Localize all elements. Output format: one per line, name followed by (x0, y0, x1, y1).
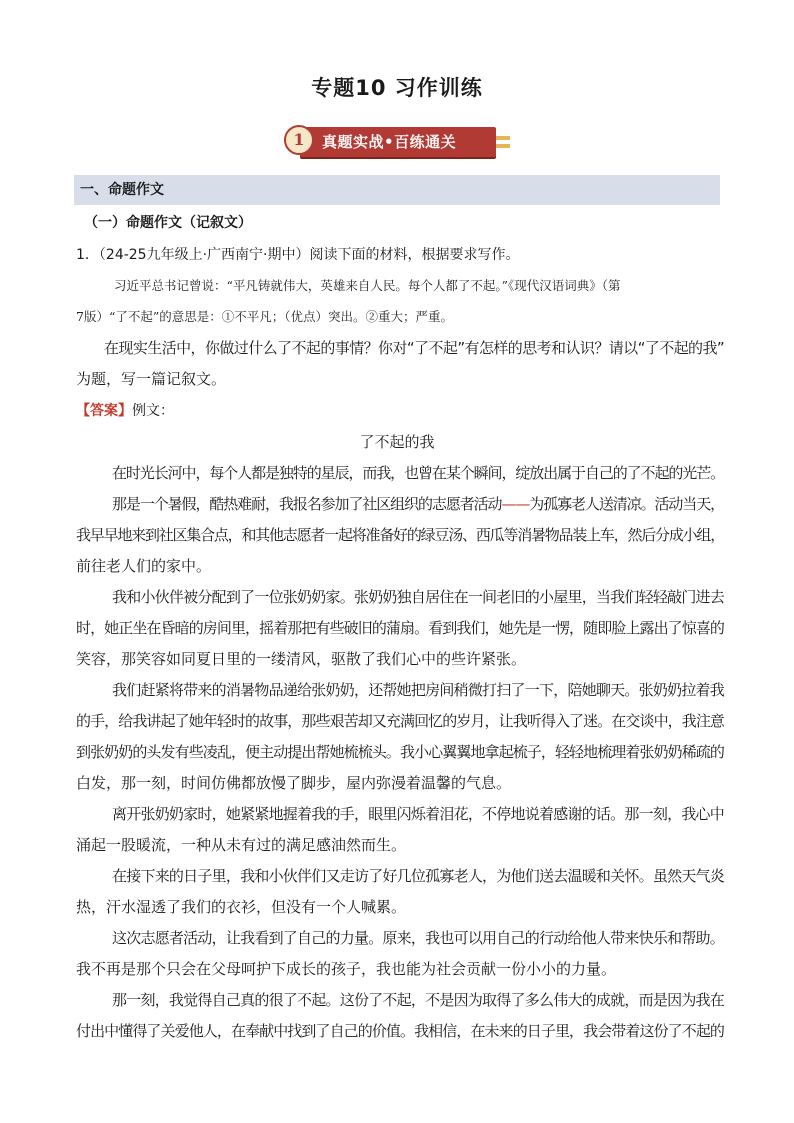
essay-line: 这次志愿者活动，让我看到了自己的力量。原来，我也可以用自己的行动给他人带来快乐和帮助。 (112, 929, 725, 947)
essay-line: 时，她正坐在昏暗的房间里，摇着那把有些破旧的蒲扇。看到我们，她先是一愣，随即脸上露出了惊喜的 (76, 619, 725, 637)
essay-line: 到张奶奶的头发有些凌乱，便主动提出帮她梳梳头。我小心翼翼地拿起梳子，轻轻地梳理着张奶奶稀疏的 (76, 743, 725, 761)
essay-line: 的手，给我讲起了她年轻时的故事，那些艰苦却又充满回忆的岁月，让我听得入了迷。在交谈中，我注意 (76, 712, 725, 730)
subsection-heading: （一）命题作文（记叙文） (84, 215, 252, 231)
essay-line: 我和小伙伴被分配到了一位张奶奶家。张奶奶独自居住在一间老旧的小屋里，当我们轻轻敲门进去 (112, 588, 725, 606)
essay-line: 我早早地来到社区集合点，和其他志愿者一起将准备好的绿豆汤、西瓜等消暑物品装上车，然后分成小组， (76, 526, 724, 544)
essay-line: 白发，那一刻，时间仿佛都放慢了脚步，屋内弥漫着温馨的气息。 (76, 774, 512, 792)
essay-line (112, 493, 724, 514)
essay-line: 涌起一股暖流，一种从未有过的满足感油然而生。 (76, 836, 407, 854)
prompt-line: 为题，写一篇记叙文。 (76, 370, 227, 388)
answer-tag: 【答案】 (76, 403, 132, 419)
answer-label (76, 400, 174, 420)
essay-line: 在时光长河中，每个人都是独特的星辰，而我，也曾在某个瞬间，绽放出属于自己的了不起的光芒。 (112, 464, 725, 482)
essay-line: 热，汗水湿透了我们的衣衫，但没有一个人喊累。 (76, 898, 407, 916)
section-heading: 一、命题作文 (74, 175, 720, 205)
material-line: 7版）“了不起”的意思是：①不平凡；（优点）突出。②重大；严重。 (76, 309, 453, 324)
answer-intro: 例文： (132, 403, 174, 419)
essay-text: 为孤寡老人送清凉。活动当天， (529, 495, 725, 513)
question-text: 1．（24-25九年级上·广西南宁·期中）阅读下面的材料，根据要求写作。 (76, 247, 520, 263)
banner-number-badge: 1 (284, 125, 314, 155)
essay-line: 前往老人们的家中。 (76, 557, 212, 575)
essay-dash: —— (501, 495, 530, 513)
essay-line: 离开张奶奶家时，她紧紧地握着我的手，眼里闪烁着泪花，不停地说着感谢的话。那一刻，我心中 (112, 805, 725, 823)
banner-stripe-decoration (496, 136, 510, 140)
page-title: 专题10 习作训练 (311, 76, 483, 100)
essay-line: 笑容，那笑容如同夏日里的一缕清风，驱散了我们心中的些许紧张。 (76, 650, 527, 668)
banner-label: 真题实战•百练通关 (322, 133, 457, 151)
essay-line: 我们赶紧将带来的消暑物品递给张奶奶，还帮她把房间稍微打扫了一下，陪她聊天。张奶奶拉着我 (112, 681, 725, 699)
essay-line: 在接下来的日子里，我和小伙伴们又走访了好几位孤寡老人，为他们送去温暖和关怀。虽然天气炎 (112, 867, 725, 885)
essay-line: 那一刻，我觉得自己真的很了不起。这份了不起，不是因为取得了多么伟大的成就，而是因为我在 (112, 991, 725, 1009)
banner-stripe-decoration (496, 144, 510, 148)
essay-line: 付出中懂得了关爱他人，在奉献中找到了自己的价值。我相信，在未来的日子里，我会带着这份了不起的 (76, 1022, 725, 1040)
essay-line: 我不再是那个只会在父母呵护下成长的孩子，我也能为社会贡献一份小小的力量。 (76, 960, 617, 978)
prompt-line: 在现实生活中，你做过什么了不起的事情？你对“了不起”有怎样的思考和认识？请以“了不起的我” (104, 339, 725, 357)
section-banner (284, 123, 514, 161)
material-line: 习近平总书记曾说：“平凡铸就伟大，英雄来自人民。每个人都了不起。”《现代汉语词典》（第 (114, 278, 621, 293)
essay-title: 了不起的我 (359, 433, 435, 451)
essay-text: 那是一个暑假，酷热难耐，我报名参加了社区组织的志愿者活动 (112, 495, 502, 513)
